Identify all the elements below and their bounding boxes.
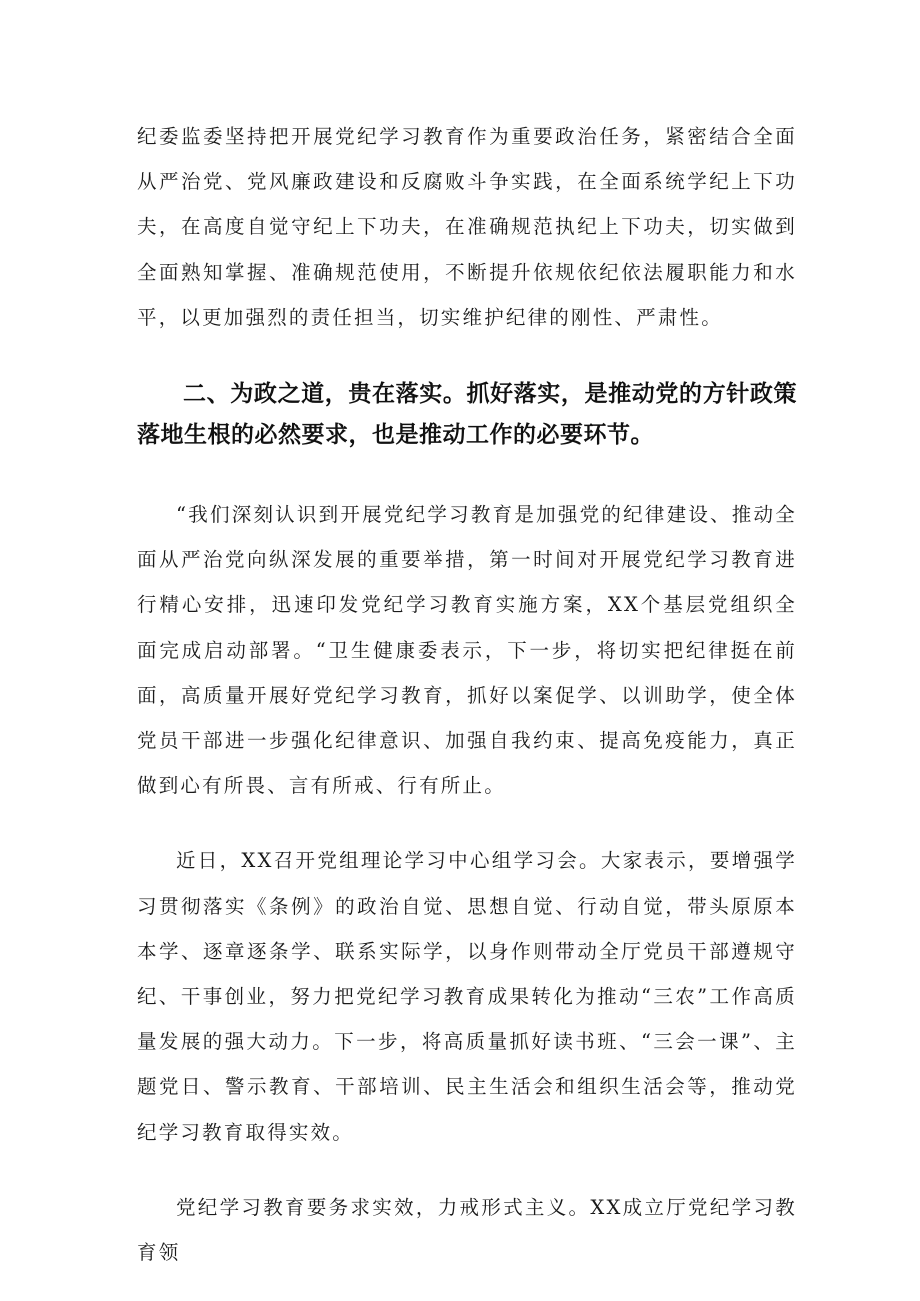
spacer bbox=[137, 1155, 797, 1185]
paragraph-discipline-inspection: 纪委监委坚持把开展党纪学习教育作为重要政治任务，紧密结合全面从严治党、党风廉政建设和反腐败斗争实践，在全面系统学纪上下功夫，在高度自觉守纪上下功夫，在准确规范执纪上下功夫，切实做到全面熟知掌握、准确规范使用，不断提升依规依纪依法履职能力和水平，以更加强烈的责任担当，切实维护纪律的刚性、严肃性。 bbox=[137, 125, 797, 329]
spacer bbox=[137, 340, 797, 374]
spacer bbox=[137, 456, 797, 492]
spacer bbox=[137, 808, 797, 838]
document-body bbox=[137, 114, 797, 1275]
paragraph-study-meeting: 近日，XX召开党组理论学习中心组学习会。大家表示，要增强学习贯彻落实《条例》的政治自觉、思想自觉、行动自觉，带头原原本本学、逐章逐条学、联系实际学，以身作则带动全厅党员干部遵规守纪、干事创业，努力把党纪学习教育成果转化为推动“三农”工作高质量发展的强大动力。下一步，将高质量抓好读书班、“三会一课”、主题党日、警示教育、干部培训、民主生活会和组织生活会等，推动党纪学习教育取得实效。 bbox=[137, 849, 797, 1144]
paragraph-practical-results: 党纪学习教育要务求实效，力戒形式主义。XX成立厅党纪学习教育领 bbox=[137, 1195, 797, 1265]
section-heading-two: 二、为政之道，贵在落实。抓好落实，是推动党的方针政策落地生根的必然要求，也是推动工作的必要环节。 bbox=[137, 381, 797, 449]
paragraph-health-commission-quote: “我们深刻认识到开展党纪学习教育是加强党的纪律建设、推动全面从严治党向纵深发展的重要举措，第一时间对开展党纪学习教育进行精心安排，迅速印发党纪学习教育实施方案，XX个基层党组织全面完成启动部署。“卫生健康委表示，下一步，将切实把纪律挺在前面，高质量开展好党纪学习教育，抓好以案促学、以训助学，使全体党员干部进一步强化纪律意识、加强自我约束、提高免疫能力，真正做到心有所畏、言有所戒、行有所止。 bbox=[137, 503, 797, 798]
